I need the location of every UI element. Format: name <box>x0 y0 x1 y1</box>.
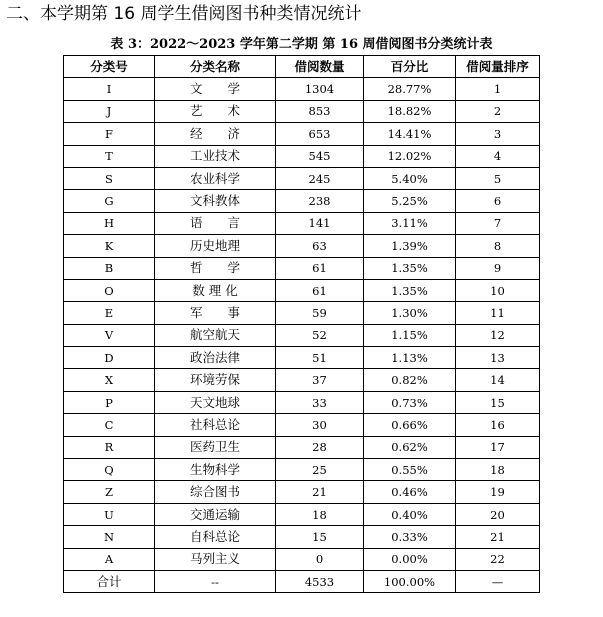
row-percent: 0.66% <box>364 414 456 436</box>
table-row <box>64 302 540 324</box>
row-count: 61 <box>276 279 364 301</box>
total-count: 4533 <box>276 570 364 592</box>
row-code: C <box>64 414 155 436</box>
row-name: 数 理 化 <box>155 279 276 301</box>
row-count: 25 <box>276 459 364 481</box>
row-code: Z <box>64 481 155 503</box>
total-percent: 100.00% <box>364 570 456 592</box>
row-percent: 1.39% <box>364 235 456 257</box>
row-name: 文科教体 <box>155 190 276 212</box>
row-code: H <box>64 212 155 234</box>
row-percent: 0.46% <box>364 481 456 503</box>
row-count: 33 <box>276 391 364 413</box>
row-rank: 6 <box>456 190 540 212</box>
row-code: R <box>64 436 155 458</box>
row-count: 52 <box>276 324 364 346</box>
row-rank: 5 <box>456 167 540 189</box>
row-percent: 0.55% <box>364 459 456 481</box>
table-row <box>64 414 540 436</box>
table-row <box>64 526 540 548</box>
row-name: 生物科学 <box>155 459 276 481</box>
row-code: G <box>64 190 155 212</box>
total-name: -- <box>155 570 276 592</box>
row-code: J <box>64 100 155 122</box>
row-count: 245 <box>276 167 364 189</box>
row-name: 政治法律 <box>155 347 276 369</box>
table-body <box>64 78 540 571</box>
row-percent: 12.02% <box>364 145 456 167</box>
row-rank: 20 <box>456 503 540 525</box>
row-code: N <box>64 526 155 548</box>
row-code: K <box>64 235 155 257</box>
borrow-stats-table <box>63 55 540 593</box>
row-rank: 19 <box>456 481 540 503</box>
row-count: 37 <box>276 369 364 391</box>
total-rank: — <box>456 570 540 592</box>
row-percent: 0.40% <box>364 503 456 525</box>
row-name: 农业科学 <box>155 167 276 189</box>
row-count: 28 <box>276 436 364 458</box>
row-percent: 1.35% <box>364 257 456 279</box>
row-name: 自科总论 <box>155 526 276 548</box>
row-rank: 16 <box>456 414 540 436</box>
table-row <box>64 369 540 391</box>
row-code: U <box>64 503 155 525</box>
row-count: 1304 <box>276 78 364 100</box>
row-rank: 11 <box>456 302 540 324</box>
table-caption: 表 3：2022～2023 学年第二学期 第 16 周借阅图书分类统计表 <box>110 37 493 52</box>
row-name: 环境劳保 <box>155 369 276 391</box>
table-row <box>64 347 540 369</box>
row-percent: 5.40% <box>364 167 456 189</box>
row-rank: 4 <box>456 145 540 167</box>
header-code: 分类号 <box>64 56 155 78</box>
row-name: 文 学 <box>155 78 276 100</box>
row-count: 0 <box>276 548 364 570</box>
table-row <box>64 212 540 234</box>
row-percent: 18.82% <box>364 100 456 122</box>
row-code: Q <box>64 459 155 481</box>
row-name: 社科总论 <box>155 414 276 436</box>
total-label: 合计 <box>64 570 155 592</box>
table-row <box>64 391 540 413</box>
table-row <box>64 145 540 167</box>
row-rank: 22 <box>456 548 540 570</box>
row-name: 天文地球 <box>155 391 276 413</box>
table-row <box>64 123 540 145</box>
table-row <box>64 481 540 503</box>
table-row <box>64 78 540 100</box>
row-name: 语 言 <box>155 212 276 234</box>
row-code: X <box>64 369 155 391</box>
row-percent: 1.13% <box>364 347 456 369</box>
row-code: E <box>64 302 155 324</box>
row-rank: 14 <box>456 369 540 391</box>
row-count: 15 <box>276 526 364 548</box>
row-name: 工业技术 <box>155 145 276 167</box>
table-row <box>64 190 540 212</box>
table-row <box>64 279 540 301</box>
row-code: V <box>64 324 155 346</box>
row-code: S <box>64 167 155 189</box>
row-rank: 9 <box>456 257 540 279</box>
row-rank: 15 <box>456 391 540 413</box>
row-percent: 0.00% <box>364 548 456 570</box>
row-count: 545 <box>276 145 364 167</box>
row-name: 航空航天 <box>155 324 276 346</box>
row-rank: 8 <box>456 235 540 257</box>
row-code: D <box>64 347 155 369</box>
row-count: 63 <box>276 235 364 257</box>
header-name: 分类名称 <box>155 56 276 78</box>
row-name: 医药卫生 <box>155 436 276 458</box>
row-percent: 3.11% <box>364 212 456 234</box>
row-code: F <box>64 123 155 145</box>
row-percent: 0.82% <box>364 369 456 391</box>
row-name: 交通运输 <box>155 503 276 525</box>
row-count: 853 <box>276 100 364 122</box>
row-percent: 1.35% <box>364 279 456 301</box>
row-percent: 0.62% <box>364 436 456 458</box>
row-count: 51 <box>276 347 364 369</box>
row-rank: 17 <box>456 436 540 458</box>
row-count: 21 <box>276 481 364 503</box>
row-rank: 7 <box>456 212 540 234</box>
header-count: 借阅数量 <box>276 56 364 78</box>
row-name: 历史地理 <box>155 235 276 257</box>
row-name: 经 济 <box>155 123 276 145</box>
row-percent: 14.41% <box>364 123 456 145</box>
row-rank: 12 <box>456 324 540 346</box>
row-name: 艺 术 <box>155 100 276 122</box>
row-rank: 18 <box>456 459 540 481</box>
table-row <box>64 324 540 346</box>
table-row <box>64 436 540 458</box>
row-count: 18 <box>276 503 364 525</box>
table-row <box>64 548 540 570</box>
row-percent: 5.25% <box>364 190 456 212</box>
row-count: 59 <box>276 302 364 324</box>
row-rank: 2 <box>456 100 540 122</box>
table-row <box>64 235 540 257</box>
table-row <box>64 459 540 481</box>
row-count: 61 <box>276 257 364 279</box>
total-row <box>64 570 540 592</box>
table-row <box>64 100 540 122</box>
row-name: 综合图书 <box>155 481 276 503</box>
row-percent: 1.30% <box>364 302 456 324</box>
row-rank: 21 <box>456 526 540 548</box>
row-percent: 1.15% <box>364 324 456 346</box>
row-code: B <box>64 257 155 279</box>
row-code: I <box>64 78 155 100</box>
row-name: 哲 学 <box>155 257 276 279</box>
row-count: 238 <box>276 190 364 212</box>
row-rank: 3 <box>456 123 540 145</box>
table-row <box>64 503 540 525</box>
section-heading: 二、本学期第 16 周学生借阅图书种类情况统计 <box>6 4 362 24</box>
row-name: 马列主义 <box>155 548 276 570</box>
row-percent: 28.77% <box>364 78 456 100</box>
row-rank: 1 <box>456 78 540 100</box>
row-code: O <box>64 279 155 301</box>
header-rank: 借阅量排序 <box>456 56 540 78</box>
table-row <box>64 167 540 189</box>
header-percent: 百分比 <box>364 56 456 78</box>
table-row <box>64 257 540 279</box>
row-code: P <box>64 391 155 413</box>
row-code: A <box>64 548 155 570</box>
row-name: 军 事 <box>155 302 276 324</box>
row-rank: 13 <box>456 347 540 369</box>
row-count: 141 <box>276 212 364 234</box>
row-rank: 10 <box>456 279 540 301</box>
row-code: T <box>64 145 155 167</box>
table-header-row <box>64 56 540 78</box>
row-percent: 0.33% <box>364 526 456 548</box>
row-count: 653 <box>276 123 364 145</box>
row-percent: 0.73% <box>364 391 456 413</box>
row-count: 30 <box>276 414 364 436</box>
